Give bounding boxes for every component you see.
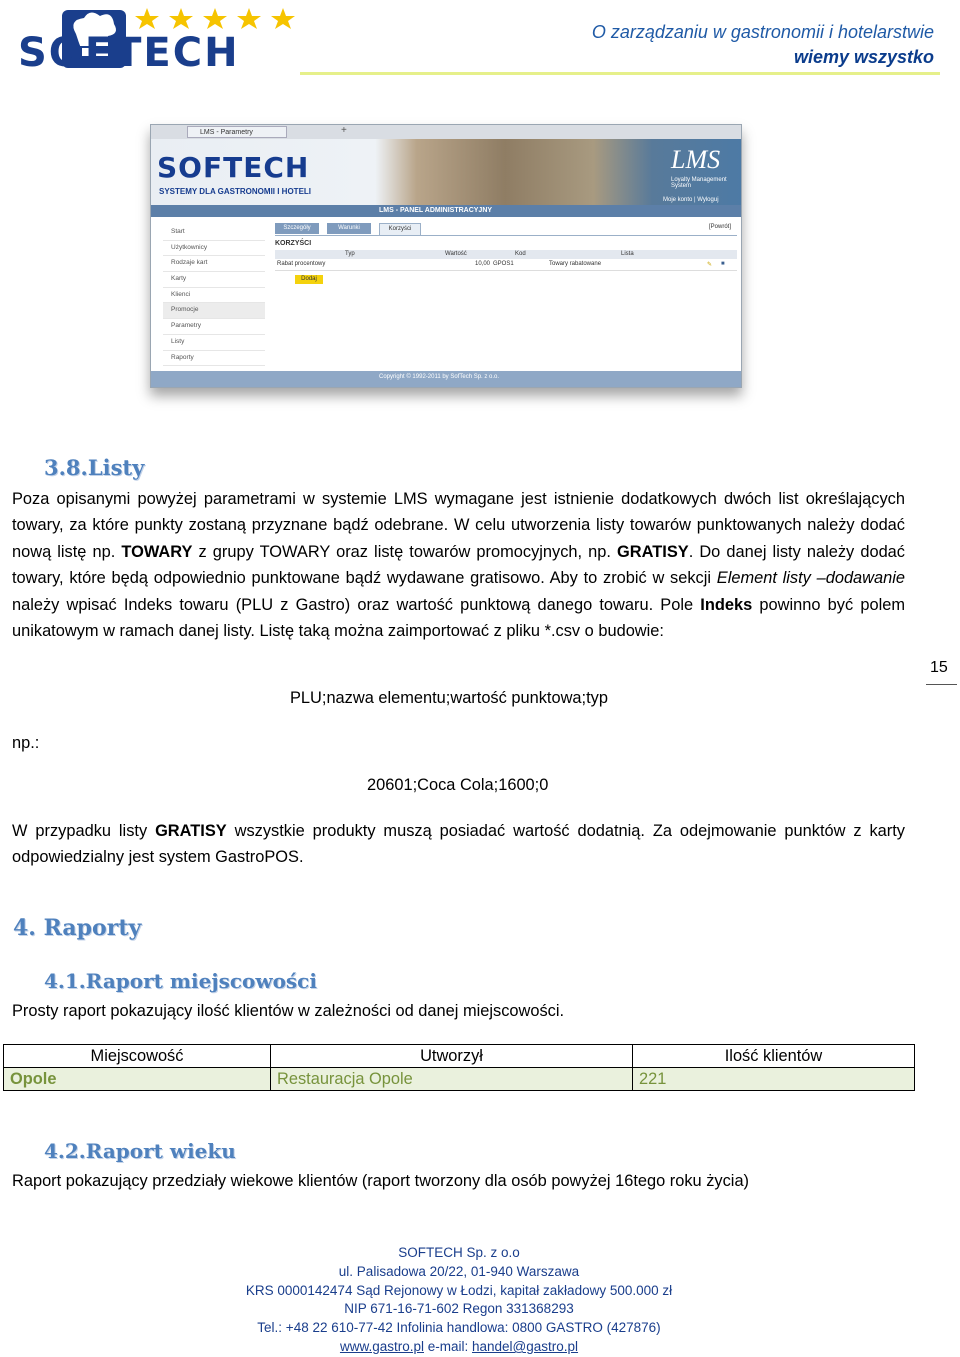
text-run: z grupy TOWARY oraz listę towarów promocyjnych, np. xyxy=(192,542,618,561)
account-links: Moje konto | Wyloguj xyxy=(663,197,719,203)
section-heading-raporty: 4. Raporty xyxy=(13,915,142,941)
section-heading-listy: 3.8.Listy xyxy=(44,455,145,480)
report-table xyxy=(3,1044,915,1091)
sidebar-item-start: Start xyxy=(163,225,265,241)
sidebar-item-promotions: Promocje xyxy=(163,303,265,319)
logo-text: SOFTECH xyxy=(18,30,240,76)
subsection-heading-raport-wieku: 4.2.Raport wieku xyxy=(44,1139,236,1163)
delete-icon: ■ xyxy=(721,261,725,267)
benefits-table-header xyxy=(275,250,737,259)
header-divider xyxy=(300,72,940,75)
text-run: wszystkie produkty muszą posiadać wartość dodatnią. Za odejmowanie punktów z karty odpowiedzialny jest system GastroPOS. xyxy=(12,822,905,867)
sidebar-item-clients: Klienci xyxy=(163,288,265,304)
tagline-primary: O zarządzaniu w gastronomii i hotelarstwie xyxy=(591,22,934,42)
bold-text: Indeks xyxy=(700,595,753,614)
page-number: 15 xyxy=(930,659,948,676)
bold-text: GRATISY xyxy=(155,822,227,840)
benefits-table-row xyxy=(275,260,737,271)
table-header-row xyxy=(4,1045,915,1068)
lms-softech-logo: SOFTECH xyxy=(157,151,310,184)
add-button: Dodaj xyxy=(295,275,323,284)
table-cell: Opole xyxy=(4,1068,271,1091)
text-run: . Do danej listy należy dodać towary, które będą odpowiednio punktowane bądź wydawane gratisowo. Aby to zrobić w sekcji xyxy=(12,542,905,588)
tab-conditions: Warunki xyxy=(327,223,371,234)
sidebar-item-parameters: Parametry xyxy=(163,319,265,335)
new-tab-icon: + xyxy=(341,125,347,136)
example-label: np.: xyxy=(12,734,40,752)
paragraph-raport-wieku: Raport pokazujący przedziały wiekowe klientów (raport tworzony dla osób powyżej 16tego roku życia) xyxy=(12,1172,750,1190)
lms-logo-subtitle: SYSTEMY DLA GASTRONOMII I HOTELI xyxy=(159,187,312,196)
table-cell: Restauracja Opole xyxy=(271,1068,633,1091)
lms-sidebar xyxy=(163,225,265,365)
website-link[interactable]: www.gastro.pl xyxy=(339,1338,424,1354)
lms-logo: LMS xyxy=(671,145,721,174)
tagline-secondary: wiemy wszystko xyxy=(793,47,934,67)
lms-copyright: Copyright © 1992-2011 by SofTech Sp. z o.o. xyxy=(379,374,500,380)
email-label: e-mail: xyxy=(424,1338,473,1354)
paragraph-gratisy xyxy=(12,818,905,871)
table-row xyxy=(4,1068,915,1091)
table-header-cell: Utworzył xyxy=(271,1045,633,1068)
table-header-cell: Miejscowość xyxy=(4,1045,271,1068)
col-type: Typ xyxy=(345,251,355,257)
email-link[interactable]: handel@gastro.pl xyxy=(472,1338,579,1354)
footer-phone: Tel.: +48 22 610-77-42 Infolinia handlowa: 0800 GASTRO (427876) xyxy=(257,1320,661,1336)
edit-icon: ✎ xyxy=(707,262,713,268)
table-header-cell: Ilość klientów xyxy=(633,1045,915,1068)
panel-title: LMS - PANEL ADMINISTRACYJNY xyxy=(379,207,493,214)
text-run: powinno być polem unikatowym w ramach danej listy. Listę taką można zaimportować z pliku *.csv o budowie: xyxy=(12,595,905,641)
cell-type: Rabat procentowy xyxy=(277,261,326,267)
cell-value: 10,00 xyxy=(475,261,491,267)
sidebar-item-lists: Listy xyxy=(163,335,265,351)
footer-nip: NIP 671-16-71-602 Regon 331368293 xyxy=(344,1301,574,1317)
lms-screenshot xyxy=(150,124,742,388)
footer-contact xyxy=(0,1338,918,1357)
paragraph-listy xyxy=(12,486,905,644)
text-run: W przypadku listy xyxy=(12,822,156,840)
footer-address: ul. Palisadowa 20/22, 01-940 Warszawa xyxy=(338,1263,580,1279)
section-title: KORZYŚCI xyxy=(275,240,312,247)
tab-details: Szczegóły xyxy=(275,223,319,234)
softech-logo xyxy=(14,4,304,80)
lms-tabs xyxy=(275,223,737,236)
table-cell: 221 xyxy=(633,1068,915,1091)
italic-text: Element listy –dodawanie xyxy=(716,569,905,588)
csv-example: 20601;Coca Cola;1600;0 xyxy=(367,776,549,794)
sidebar-item-reports: Raporty xyxy=(163,351,265,367)
text-run: należy wpisać Indeks towaru (PLU z Gastro) oraz wartość punktową danego towaru. Pole xyxy=(12,595,701,614)
subsection-heading-raport-miejscowosci: 4.1.Raport miejscowości xyxy=(44,969,317,993)
col-code: Kod xyxy=(515,251,526,257)
sidebar-item-card-types: Rodzaje kart xyxy=(163,256,265,272)
cell-code: GPOS1 xyxy=(493,261,514,267)
footer-krs: KRS 0000142474 Sąd Rejonowy w Łodzi, kapitał zakładowy 500.000 zł xyxy=(245,1282,673,1298)
sidebar-item-users: Użytkownicy xyxy=(163,241,265,257)
page-footer xyxy=(0,1244,918,1357)
lms-main-panel xyxy=(275,223,737,284)
bold-text: TOWARY xyxy=(121,542,193,561)
back-link: [Powrót] xyxy=(708,224,731,230)
bold-text: GRATISY xyxy=(617,542,689,561)
col-value: Wartość xyxy=(445,251,467,257)
text-run: Poza opisanymi powyżej parametrami w systemie LMS wymagane jest istnienie dodatkowych dwóch list określających towary, za które punkty zostaną przyznane bądź odebrane. W celu utworzenia listy towarów punktowanych należy dodać nową listę np. xyxy=(12,490,905,561)
col-list: Lista xyxy=(621,251,634,257)
footer-company: SOFTECH Sp. z o.o xyxy=(398,1245,520,1260)
csv-format: PLU;nazwa elementu;wartość punktowa;typ xyxy=(290,689,608,707)
tab-benefits: Korzyści xyxy=(379,223,421,235)
browser-tab: LMS - Parametry xyxy=(187,126,287,138)
cell-list: Towary rabatowane xyxy=(549,261,602,267)
page-number-rule xyxy=(926,684,957,685)
sidebar-item-cards: Karty xyxy=(163,272,265,288)
lms-logo-subtitle: Loyalty Management System xyxy=(671,177,727,189)
paragraph-raport-miejscowosci: Prosty raport pokazujący ilość klientów w zależności od danej miejscowości. xyxy=(12,1002,565,1020)
